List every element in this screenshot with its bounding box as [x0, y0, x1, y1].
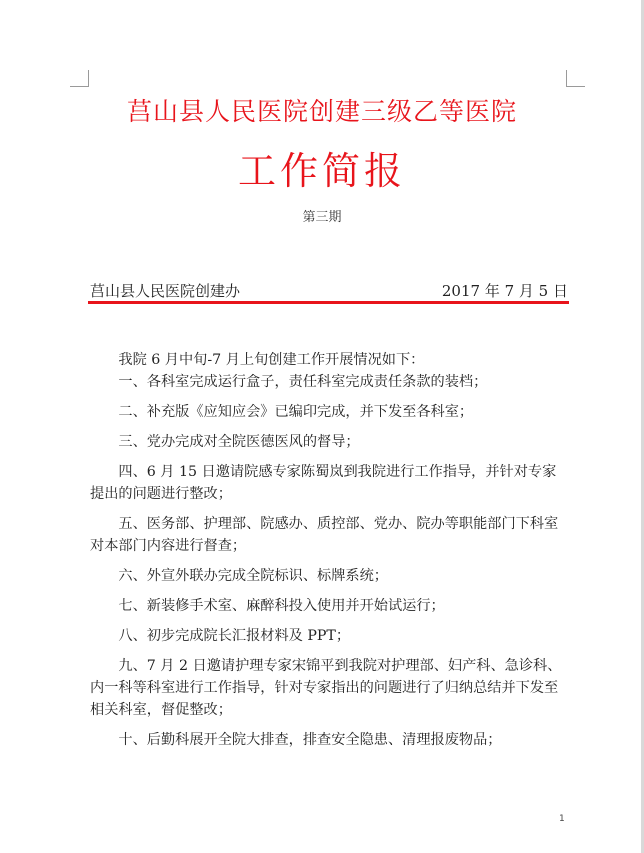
list-item: 二、补充版《应知应会》已编印完成，并下发至各科室； — [118, 404, 474, 420]
list-item: 六、外宣外联办完成全院标识、标牌系统； — [118, 568, 388, 584]
intro-paragraph: 我院 6 月中旬-7 月上旬创建工作开展情况如下： — [118, 352, 425, 368]
list-item: 七、新装修手术室、麻醉科投入使用并开始试运行； — [118, 598, 445, 614]
document-body — [90, 349, 570, 751]
document-title: 莒山县人民医院创建三级乙等医院 — [126, 97, 517, 126]
issue-number: 第三期 — [302, 210, 342, 225]
list-item: 一、各科室完成运行盒子，责任科室完成责任条款的装档； — [118, 374, 488, 390]
issue-date: 2017 年 7 月 5 日 — [441, 282, 568, 300]
list-item: 五、医务部、护理部、院感办、质控部、党办、院办等职能部门下科室对本部门内容进行督查； — [90, 516, 559, 554]
red-divider-line — [88, 301, 569, 304]
crop-mark-top-left — [70, 70, 89, 87]
crop-mark-top-right — [566, 70, 585, 87]
page-number: 1 — [559, 814, 565, 824]
list-item: 四、6 月 15 日邀请院感专家陈蜀岚到我院进行工作指导，并针对专家提出的问题进行整改； — [90, 464, 557, 502]
issuing-organization: 莒山县人民医院创建办 — [90, 282, 241, 300]
document-subtitle: 工作简报 — [237, 149, 406, 193]
list-item: 三、党办完成对全院医德医风的督导； — [118, 434, 360, 450]
list-item: 八、初步完成院长汇报材料及 PPT； — [118, 628, 351, 644]
list-item: 九、7 月 2 日邀请护理专家宋锦平到我院对护理部、妇产科、急诊科、内一科等科室进行工作指导，针对专家指出的问题进行了归纳总结并下发至相关科室，督促整改； — [90, 658, 562, 718]
list-item: 十、后勤科展开全院大排查，排查安全隐患、清理报废物品； — [118, 732, 502, 748]
